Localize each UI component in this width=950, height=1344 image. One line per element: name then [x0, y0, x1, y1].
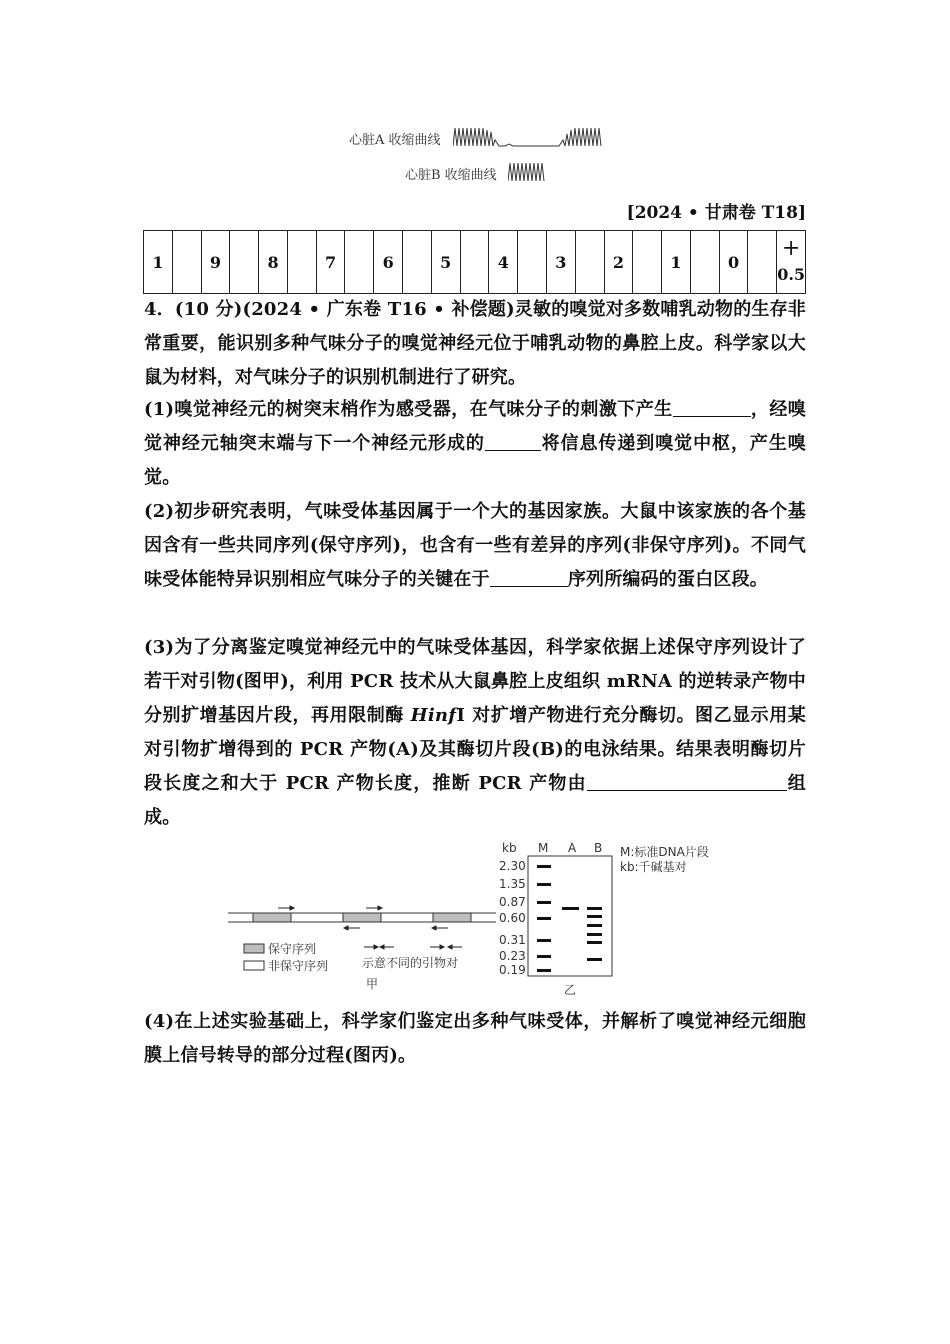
- band-m: [537, 883, 551, 886]
- question-part-3: [144, 631, 806, 835]
- score-table: [143, 230, 806, 294]
- curve-a-graph: [453, 126, 605, 148]
- kb-label: kb: [502, 841, 517, 855]
- score-cell[interactable]: 6: [374, 231, 403, 294]
- question-part-1: [144, 393, 806, 495]
- q1-text-b: ，经嗅觉神经元轴突末端与下一个神经元形成的: [144, 399, 806, 454]
- q1-text-a: (1)嗅觉神经元的树突末梢作为感受器，在气味分子的刺激下产生: [144, 399, 673, 420]
- question-head: 4．(10 分)(2024 • 广东卷 T16 • 补偿题)灵敏的嗅觉对多数哺乳动物的生存非常重要，能识别多种气味分子的嗅觉神经元位于哺乳动物的鼻腔上皮。科学家以大鼠为材料，对气味分子的识别机制进行了研究。: [144, 299, 806, 388]
- band-b: [587, 907, 602, 910]
- band-b: [587, 958, 602, 961]
- marker-label: 2.30: [499, 859, 526, 873]
- q2-blank[interactable]: [490, 566, 568, 587]
- figure-yi: [496, 836, 736, 998]
- marker-label: 1.35: [499, 877, 526, 891]
- marker-label: 0.87: [499, 895, 526, 909]
- score-cell[interactable]: 5: [431, 231, 460, 294]
- band-b: [587, 924, 602, 927]
- score-cell[interactable]: [575, 231, 604, 294]
- score-cell[interactable]: [518, 231, 547, 294]
- marker-label: 0.60: [499, 911, 526, 925]
- note-kb: kb:千碱基对: [620, 860, 687, 874]
- figure-yi-caption: 乙: [564, 983, 577, 997]
- marker-label: 0.19: [499, 963, 526, 977]
- q2-text-b: 序列所编码的蛋白区段。: [567, 569, 769, 590]
- conserved-segment: [343, 913, 381, 922]
- band-m: [537, 901, 551, 904]
- q3-text-c: 组成。: [144, 773, 806, 828]
- legend-conserved-label: 保守序列: [268, 942, 317, 956]
- score-cell[interactable]: [690, 231, 719, 294]
- question-part-4: (4)在上述实验基础上，科学家们鉴定出多种气味受体，并解析了嗅觉神经元细胞膜上信号转导的部分过程(图丙)。: [144, 1011, 806, 1066]
- score-cell[interactable]: [633, 231, 662, 294]
- score-cell[interactable]: 1: [662, 231, 691, 294]
- score-cell[interactable]: 7: [316, 231, 345, 294]
- score-cell[interactable]: [287, 231, 316, 294]
- q3-text-a: (3)为了分离鉴定嗅觉神经元中的气味受体基因，科学家依据上述保守序列设计了若干对引物(图甲)，利用 PCR 技术从大鼠鼻腔上皮组织 mRNA 的逆转录产物中分别扩增基因片段，再用限制酶: [144, 637, 806, 726]
- legend-nonconserved-swatch: [244, 961, 264, 970]
- legend-nonconserved-label: 非保守序列: [268, 959, 329, 973]
- score-cell[interactable]: 2: [604, 231, 633, 294]
- score-cell[interactable]: 0: [719, 231, 748, 294]
- marker-labels: [499, 859, 526, 977]
- conserved-segment: [433, 913, 471, 922]
- score-cell[interactable]: [230, 231, 259, 294]
- score-cell[interactable]: 4: [489, 231, 518, 294]
- band-m: [537, 917, 551, 920]
- band-b: [587, 915, 602, 918]
- legend-primer-label: 示意不同的引物对: [362, 956, 459, 970]
- curve-b-graph: [508, 161, 548, 183]
- lane-label-m: M: [538, 841, 549, 855]
- note-m: M:标准DNA片段: [620, 845, 709, 859]
- legend-primer-icon: [364, 945, 462, 949]
- score-cell[interactable]: 3: [546, 231, 575, 294]
- score-cell[interactable]: 8: [259, 231, 288, 294]
- band-b: [587, 933, 602, 936]
- score-cell[interactable]: [345, 231, 374, 294]
- score-bonus-value: 0.5: [777, 265, 806, 284]
- q3-enzyme-name: Hinf: [410, 705, 457, 726]
- score-cell[interactable]: 1: [144, 231, 173, 294]
- marker-label: 0.23: [499, 949, 526, 963]
- q3-blank[interactable]: [587, 770, 787, 791]
- score-cell-bonus[interactable]: [777, 231, 806, 294]
- score-cell[interactable]: [748, 231, 777, 294]
- band-m: [537, 939, 551, 942]
- band-m: [537, 969, 551, 972]
- score-bonus-sign: +: [781, 236, 801, 261]
- legend-conserved-swatch: [244, 944, 264, 953]
- band-b: [587, 941, 602, 944]
- question-part-2: [144, 495, 806, 597]
- lane-label-a: A: [568, 841, 577, 855]
- score-cell[interactable]: [403, 231, 432, 294]
- score-cell[interactable]: 9: [201, 231, 230, 294]
- q1-blank-1[interactable]: [673, 396, 751, 417]
- lane-label-b: B: [594, 841, 603, 855]
- q1-text-c: 将信息传递到嗅觉中枢，产生嗅觉。: [144, 433, 806, 488]
- band-a: [562, 907, 579, 910]
- band-m: [537, 865, 551, 868]
- figure-jia: [228, 900, 496, 990]
- curve-b-label: 心脏B 收缩曲线: [405, 168, 497, 183]
- score-row: [144, 231, 806, 294]
- q1-blank-2[interactable]: [485, 430, 541, 451]
- figure-jia-caption: 甲: [366, 977, 379, 990]
- q3-text-b: Ⅰ 对扩增产物进行充分酶切。图乙显示用某对引物扩增得到的 PCR 产物(A)及其酶切片段(B)的电泳结果。结果表明酶切片段长度之和大于 PCR 产物长度，推断 PCR 产物由: [144, 705, 807, 794]
- marker-label: 0.31: [499, 933, 526, 947]
- q2-text-a: (2)初步研究表明，气味受体基因属于一个大的基因家族。大鼠中该家族的各个基因含有一些共同序列(保守序列)，也含有一些有差异的序列(非保守序列)。不同气味受体能特异识别相应气味分子的关键在于: [144, 501, 806, 590]
- score-cell[interactable]: [172, 231, 201, 294]
- curve-a-label: 心脏A 收缩曲线: [349, 133, 441, 148]
- score-cell[interactable]: [460, 231, 489, 294]
- source-tag: [2024 • 甘肃卷 T18]: [626, 203, 806, 223]
- conserved-segment: [253, 913, 291, 922]
- band-m: [537, 955, 551, 958]
